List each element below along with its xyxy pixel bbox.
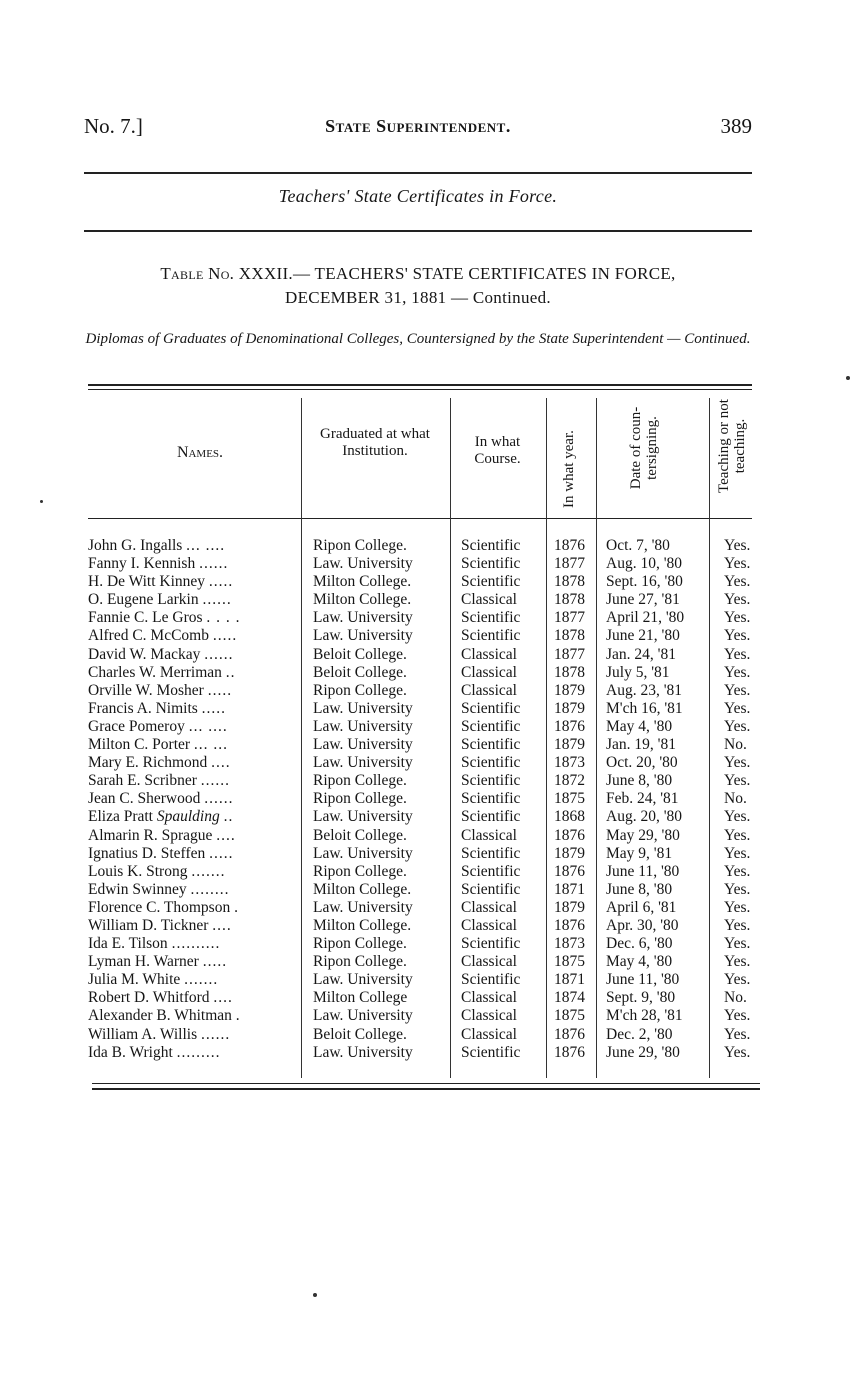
date-cell: Aug. 23, '81 — [606, 681, 682, 699]
institution-cell: Law. University — [313, 555, 413, 573]
teaching-cell: Yes. — [724, 862, 751, 880]
table-row — [84, 899, 764, 917]
person-name: Ida E. Tilson — [88, 935, 168, 953]
name-cell — [88, 772, 300, 790]
date-cell: Feb. 24, '81 — [606, 790, 679, 808]
institution-cell: Law. University — [313, 754, 413, 772]
course-cell: Classical — [461, 591, 517, 609]
dot-leader: ..... — [208, 573, 234, 591]
name-cell — [88, 790, 300, 808]
name-cell — [88, 808, 300, 826]
course-cell: Scientific — [461, 573, 521, 591]
name-cell — [88, 700, 300, 718]
teaching-cell: Yes. — [724, 754, 751, 772]
table-bottom-rule-thick — [92, 1088, 760, 1090]
table-row — [84, 700, 764, 718]
institution-cell: Milton College. — [313, 573, 412, 591]
institution-cell: Beloit College. — [313, 1025, 407, 1043]
person-name: Fanny I. Kennish — [88, 555, 196, 573]
name-cell — [88, 754, 300, 772]
dot-leader: .. — [225, 663, 236, 681]
year-cell: 1871 — [554, 971, 585, 989]
dot-leader: . — [235, 1007, 241, 1025]
person-name: David W. Mackay — [88, 645, 201, 663]
table-row — [84, 718, 764, 736]
table-row — [84, 772, 764, 790]
date-cell: Aug. 10, '80 — [606, 555, 682, 573]
institution-cell: Law. University — [313, 844, 413, 862]
table-top-rule — [88, 384, 752, 386]
date-cell: May 29, '80 — [606, 826, 680, 844]
course-cell: Scientific — [461, 699, 521, 717]
table-row — [84, 555, 764, 573]
course-cell: Scientific — [461, 880, 521, 898]
table-label: Table No. — [160, 264, 235, 283]
institution-cell: Law. University — [313, 627, 413, 645]
course-cell: Scientific — [461, 1043, 521, 1061]
institution-cell: Law. University — [313, 717, 413, 735]
institution-cell: Law. University — [313, 1007, 413, 1025]
dot-leader: .... — [211, 754, 231, 772]
year-cell: 1879 — [554, 898, 585, 916]
person-name: Edwin Swinney — [88, 880, 187, 898]
table-row — [84, 845, 764, 863]
dot-leader: ... .... — [186, 537, 226, 554]
institution-cell: Milton College — [313, 989, 408, 1007]
teaching-cell: No. — [724, 790, 747, 808]
year-cell: 1875 — [554, 953, 585, 971]
institution-cell: Beloit College. — [313, 645, 407, 663]
teaching-cell: Yes. — [724, 1025, 751, 1043]
date-cell: May 4, '80 — [606, 717, 673, 735]
dot-leader: .......... — [171, 935, 221, 953]
course-cell: Classical — [461, 898, 517, 916]
name-cell — [88, 827, 300, 845]
person-name: William D. Tickner — [88, 916, 209, 934]
name-cell — [88, 1007, 300, 1025]
date-cell: April 6, '81 — [606, 898, 677, 916]
teaching-cell: Yes. — [724, 537, 751, 554]
institution-cell: Law. University — [313, 699, 413, 717]
table-row — [84, 627, 764, 645]
table-row — [84, 971, 764, 989]
course-cell: Classical — [461, 645, 517, 663]
dot-leader: ...... — [201, 1025, 231, 1043]
table-row — [84, 591, 764, 609]
institution-cell: Milton College. — [313, 591, 412, 609]
year-cell: 1877 — [554, 645, 585, 663]
institution-cell: Ripon College. — [313, 935, 407, 953]
teaching-cell: Yes. — [724, 971, 751, 989]
course-cell: Scientific — [461, 537, 521, 554]
table-row — [84, 573, 764, 591]
institution-cell: Beloit College. — [313, 663, 407, 681]
person-name: Charles W. Merriman — [88, 663, 222, 681]
institution-cell: Law. University — [313, 898, 413, 916]
dot-leader: ..... — [202, 953, 228, 971]
year-cell: 1868 — [554, 808, 585, 826]
date-cell: May 9, '81 — [606, 844, 673, 862]
institution-cell: Law. University — [313, 971, 413, 989]
table-title-text: XXXII.— TEACHERS' STATE CERTIFICATES IN FORCE, — [234, 264, 676, 283]
course-cell: Scientific — [461, 627, 521, 645]
table-row — [84, 953, 764, 971]
date-cell: June 8, '80 — [606, 880, 673, 898]
table-row — [84, 790, 764, 808]
date-cell: Sept. 16, '80 — [606, 573, 683, 591]
year-cell: 1876 — [554, 862, 585, 880]
table-row — [84, 664, 764, 682]
year-cell: 1876 — [554, 1025, 585, 1043]
person-name: H. De Witt Kinney — [88, 573, 206, 591]
date-cell: Aug. 20, '80 — [606, 808, 682, 826]
column-header-names: Names. — [176, 444, 224, 461]
print-speck — [40, 500, 43, 503]
teaching-cell: Yes. — [724, 1043, 751, 1061]
column-header-course: In what Course. — [474, 434, 521, 467]
name-cell — [88, 573, 300, 591]
teaching-cell: Yes. — [724, 591, 751, 609]
year-cell: 1877 — [554, 555, 585, 573]
person-name: Grace Pomeroy — [88, 717, 185, 735]
dot-leader: ...... — [202, 591, 232, 609]
course-cell: Scientific — [461, 790, 521, 808]
dot-leader: ........ — [190, 880, 230, 898]
course-cell: Scientific — [461, 609, 521, 627]
name-cell — [88, 609, 300, 627]
header-rule — [88, 518, 752, 519]
year-cell: 1878 — [554, 591, 585, 609]
person-name: Milton C. Porter — [88, 736, 191, 754]
table-row — [84, 989, 764, 1007]
table-row — [84, 1026, 764, 1044]
year-cell: 1879 — [554, 699, 585, 717]
institution-cell: Ripon College. — [313, 862, 407, 880]
name-cell — [88, 627, 300, 645]
table-title-line-1 — [84, 262, 752, 286]
teaching-cell: Yes. — [724, 717, 751, 735]
person-name: Robert D. Whitford — [88, 989, 210, 1007]
dot-leader: ... ... — [193, 736, 229, 754]
dot-leader: ..... — [212, 627, 238, 645]
name-cell — [88, 1026, 300, 1044]
course-cell: Classical — [461, 916, 517, 934]
date-cell: June 29, '80 — [606, 1043, 680, 1061]
table-subtitle: Diplomas of Graduates of Denominational Colleges, Countersigned by the State Superintendent — Continued. — [85, 331, 751, 347]
course-cell: Scientific — [461, 935, 521, 953]
name-cell — [88, 646, 300, 664]
institution-cell: Ripon College. — [313, 537, 407, 554]
teaching-cell: No. — [724, 736, 747, 754]
date-cell: Oct. 20, '80 — [606, 754, 678, 772]
date-cell: June 21, '80 — [606, 627, 680, 645]
person-name: Alexander B. Whitman — [88, 1007, 232, 1025]
course-cell: Scientific — [461, 736, 521, 754]
person-name: Alfred C. McComb — [88, 627, 209, 645]
dot-leader: .... — [213, 989, 233, 1007]
institution-cell: Ripon College. — [313, 681, 407, 699]
name-cell — [88, 736, 300, 754]
institution-cell: Beloit College. — [313, 826, 407, 844]
teaching-cell: Yes. — [724, 645, 751, 663]
table-row — [84, 863, 764, 881]
person-name: Lyman H. Warner — [88, 953, 199, 971]
name-cell — [88, 953, 300, 971]
course-cell: Classical — [461, 1007, 517, 1025]
person-name: Fannie C. Le Gros — [88, 609, 203, 627]
column-header-date: Date of coun- tersigning. — [628, 406, 660, 490]
date-cell: Apr. 30, '80 — [606, 916, 679, 934]
dot-leader: ..... — [207, 681, 233, 699]
course-cell: Classical — [461, 681, 517, 699]
course-cell: Scientific — [461, 754, 521, 772]
table-row — [84, 881, 764, 899]
year-cell: 1876 — [554, 537, 585, 554]
course-cell: Scientific — [461, 844, 521, 862]
teaching-cell: Yes. — [724, 681, 751, 699]
dot-leader: ...... — [200, 772, 231, 790]
course-cell: Scientific — [461, 772, 521, 790]
table-title-line-2: DECEMBER 31, 1881 — Continued. — [285, 288, 551, 307]
teaching-cell: Yes. — [724, 699, 751, 717]
person-name: Ignatius D. Steffen — [88, 844, 206, 862]
course-cell: Scientific — [461, 808, 521, 826]
column-header-teaching: Teaching or not teaching. — [716, 399, 748, 493]
name-cell — [88, 899, 300, 917]
person-name: Florence C. Thompson — [88, 898, 231, 916]
teaching-cell: Yes. — [724, 898, 751, 916]
section-rule — [84, 230, 752, 232]
name-cell — [88, 863, 300, 881]
teaching-cell: Yes. — [724, 826, 751, 844]
year-cell: 1876 — [554, 1043, 585, 1061]
date-cell: June 8, '80 — [606, 772, 673, 790]
institution-cell: Milton College. — [313, 880, 412, 898]
course-cell: Scientific — [461, 971, 521, 989]
teaching-cell: Yes. — [724, 772, 751, 790]
person-name: Francis A. Nimits — [88, 699, 198, 717]
year-cell: 1876 — [554, 916, 585, 934]
course-cell: Classical — [461, 953, 517, 971]
date-cell: M'ch 28, '81 — [606, 1007, 683, 1025]
date-cell: M'ch 16, '81 — [606, 699, 683, 717]
table-title — [84, 262, 752, 310]
name-cell — [88, 935, 300, 953]
name-cell — [88, 555, 300, 573]
teaching-cell: Yes. — [724, 935, 751, 953]
dot-leader: ...... — [199, 555, 229, 573]
name-cell — [88, 971, 300, 989]
year-cell: 1872 — [554, 772, 585, 790]
dot-leader: ...... — [204, 645, 234, 663]
table-row — [84, 754, 764, 772]
teaching-cell: Yes. — [724, 844, 751, 862]
date-cell: May 4, '80 — [606, 953, 673, 971]
date-cell: Jan. 19, '81 — [606, 736, 676, 754]
person-name: O. Eugene Larkin — [88, 591, 199, 609]
name-cell — [88, 718, 300, 736]
running-head — [84, 114, 752, 144]
table-row — [84, 935, 764, 953]
course-cell: Classical — [461, 826, 517, 844]
dot-leader: .. — [223, 808, 234, 826]
date-cell: June 11, '80 — [606, 971, 680, 989]
person-name: Louis K. Strong — [88, 862, 188, 880]
table-row — [84, 827, 764, 845]
year-cell: 1879 — [554, 844, 585, 862]
certificate-table-body — [84, 537, 764, 1062]
year-cell: 1876 — [554, 826, 585, 844]
year-cell: 1873 — [554, 754, 585, 772]
year-cell: 1878 — [554, 573, 585, 591]
person-name: Julia M. White — [88, 971, 181, 989]
person-name: Almarin R. Sprague — [88, 826, 213, 844]
teaching-cell: Yes. — [724, 627, 751, 645]
dot-leader: . . . . — [206, 609, 241, 627]
year-cell: 1876 — [554, 717, 585, 735]
dot-leader: . — [234, 898, 239, 916]
date-cell: July 5, '81 — [606, 663, 670, 681]
column-header-year: In what year. — [561, 430, 577, 508]
name-cell — [88, 989, 300, 1007]
page-number: 389 — [720, 114, 752, 138]
year-cell: 1871 — [554, 880, 585, 898]
person-name: Mary E. Richmond — [88, 754, 208, 772]
teaching-cell: Yes. — [724, 916, 751, 934]
institution-cell: Ripon College. — [313, 772, 407, 790]
course-cell: Classical — [461, 663, 517, 681]
person-name: Eliza Pratt Spaulding — [88, 808, 220, 826]
dot-leader: ..... — [201, 699, 227, 717]
person-name: William A. Willis — [88, 1025, 198, 1043]
top-rule — [84, 172, 752, 174]
dot-leader: ...... — [204, 790, 234, 808]
institution-cell: Ripon College. — [313, 790, 407, 808]
year-cell: 1879 — [554, 736, 585, 754]
course-cell: Scientific — [461, 717, 521, 735]
teaching-cell: No. — [724, 989, 747, 1007]
teaching-cell: Yes. — [724, 880, 751, 898]
dot-leader: ......... — [176, 1043, 221, 1061]
table-row — [84, 917, 764, 935]
year-cell: 1879 — [554, 681, 585, 699]
table-row — [84, 646, 764, 664]
dot-leader: ... .... — [188, 717, 228, 735]
teaching-cell: Yes. — [724, 573, 751, 591]
name-cell — [88, 591, 300, 609]
institution-cell: Law. University — [313, 1043, 413, 1061]
name-cell — [88, 682, 300, 700]
institution-cell: Ripon College. — [313, 953, 407, 971]
institution-cell: Milton College. — [313, 916, 412, 934]
name-cell — [88, 845, 300, 863]
teaching-cell: Yes. — [724, 609, 751, 627]
institution-cell: Law. University — [313, 609, 413, 627]
name-cell — [88, 917, 300, 935]
year-cell: 1875 — [554, 1007, 585, 1025]
date-cell: Jan. 24, '81 — [606, 645, 676, 663]
table-row — [84, 609, 764, 627]
dot-leader: ....... — [184, 971, 219, 989]
person-name: Ida B. Wright — [88, 1043, 173, 1061]
year-cell: 1878 — [554, 663, 585, 681]
teaching-cell: Yes. — [724, 953, 751, 971]
date-cell: April 21, '80 — [606, 609, 685, 627]
table-row — [84, 682, 764, 700]
person-name: Orville W. Mosher — [88, 681, 204, 699]
section-title: Teachers' State Certificates in Force. — [278, 186, 558, 206]
date-cell: June 11, '80 — [606, 862, 680, 880]
dot-leader: ..... — [209, 844, 234, 862]
teaching-cell: Yes. — [724, 808, 751, 826]
date-cell: Oct. 7, '80 — [606, 537, 670, 554]
course-cell: Scientific — [461, 555, 521, 573]
teaching-cell: Yes. — [724, 555, 751, 573]
table-row — [84, 1007, 764, 1025]
table-bottom-rule — [92, 1083, 760, 1084]
date-cell: Sept. 9, '80 — [606, 989, 676, 1007]
name-cell — [88, 537, 300, 555]
course-cell: Classical — [461, 989, 517, 1007]
person-name: John G. Ingalls — [88, 537, 183, 554]
dot-leader: .... — [212, 916, 232, 934]
document-number: No. 7.] — [84, 114, 143, 138]
person-name: Jean C. Sherwood — [88, 790, 201, 808]
year-cell: 1877 — [554, 609, 585, 627]
dot-leader: .... — [216, 826, 236, 844]
year-cell: 1874 — [554, 989, 585, 1007]
name-cell — [88, 664, 300, 682]
person-name: Sarah E. Scribner — [88, 772, 197, 790]
table-row — [84, 537, 764, 555]
dot-leader: ....... — [191, 862, 226, 880]
name-cell — [88, 881, 300, 899]
course-cell: Classical — [461, 1025, 517, 1043]
running-head-title: State Superintendent. — [325, 116, 511, 136]
table-row — [84, 808, 764, 826]
institution-cell: Law. University — [313, 808, 413, 826]
table-row — [84, 1044, 764, 1062]
date-cell: Dec. 2, '80 — [606, 1025, 673, 1043]
year-cell: 1873 — [554, 935, 585, 953]
date-cell: Dec. 6, '80 — [606, 935, 673, 953]
institution-cell: Law. University — [313, 736, 413, 754]
print-speck — [313, 1293, 317, 1297]
date-cell: June 27, '81 — [606, 591, 680, 609]
teaching-cell: Yes. — [724, 663, 751, 681]
table-row — [84, 736, 764, 754]
teaching-cell: Yes. — [724, 1007, 751, 1025]
year-cell: 1878 — [554, 627, 585, 645]
course-cell: Scientific — [461, 862, 521, 880]
year-cell: 1875 — [554, 790, 585, 808]
column-header-institution: Graduated at what Institution. — [320, 426, 430, 459]
print-speck — [846, 376, 850, 380]
name-cell — [88, 1044, 300, 1062]
